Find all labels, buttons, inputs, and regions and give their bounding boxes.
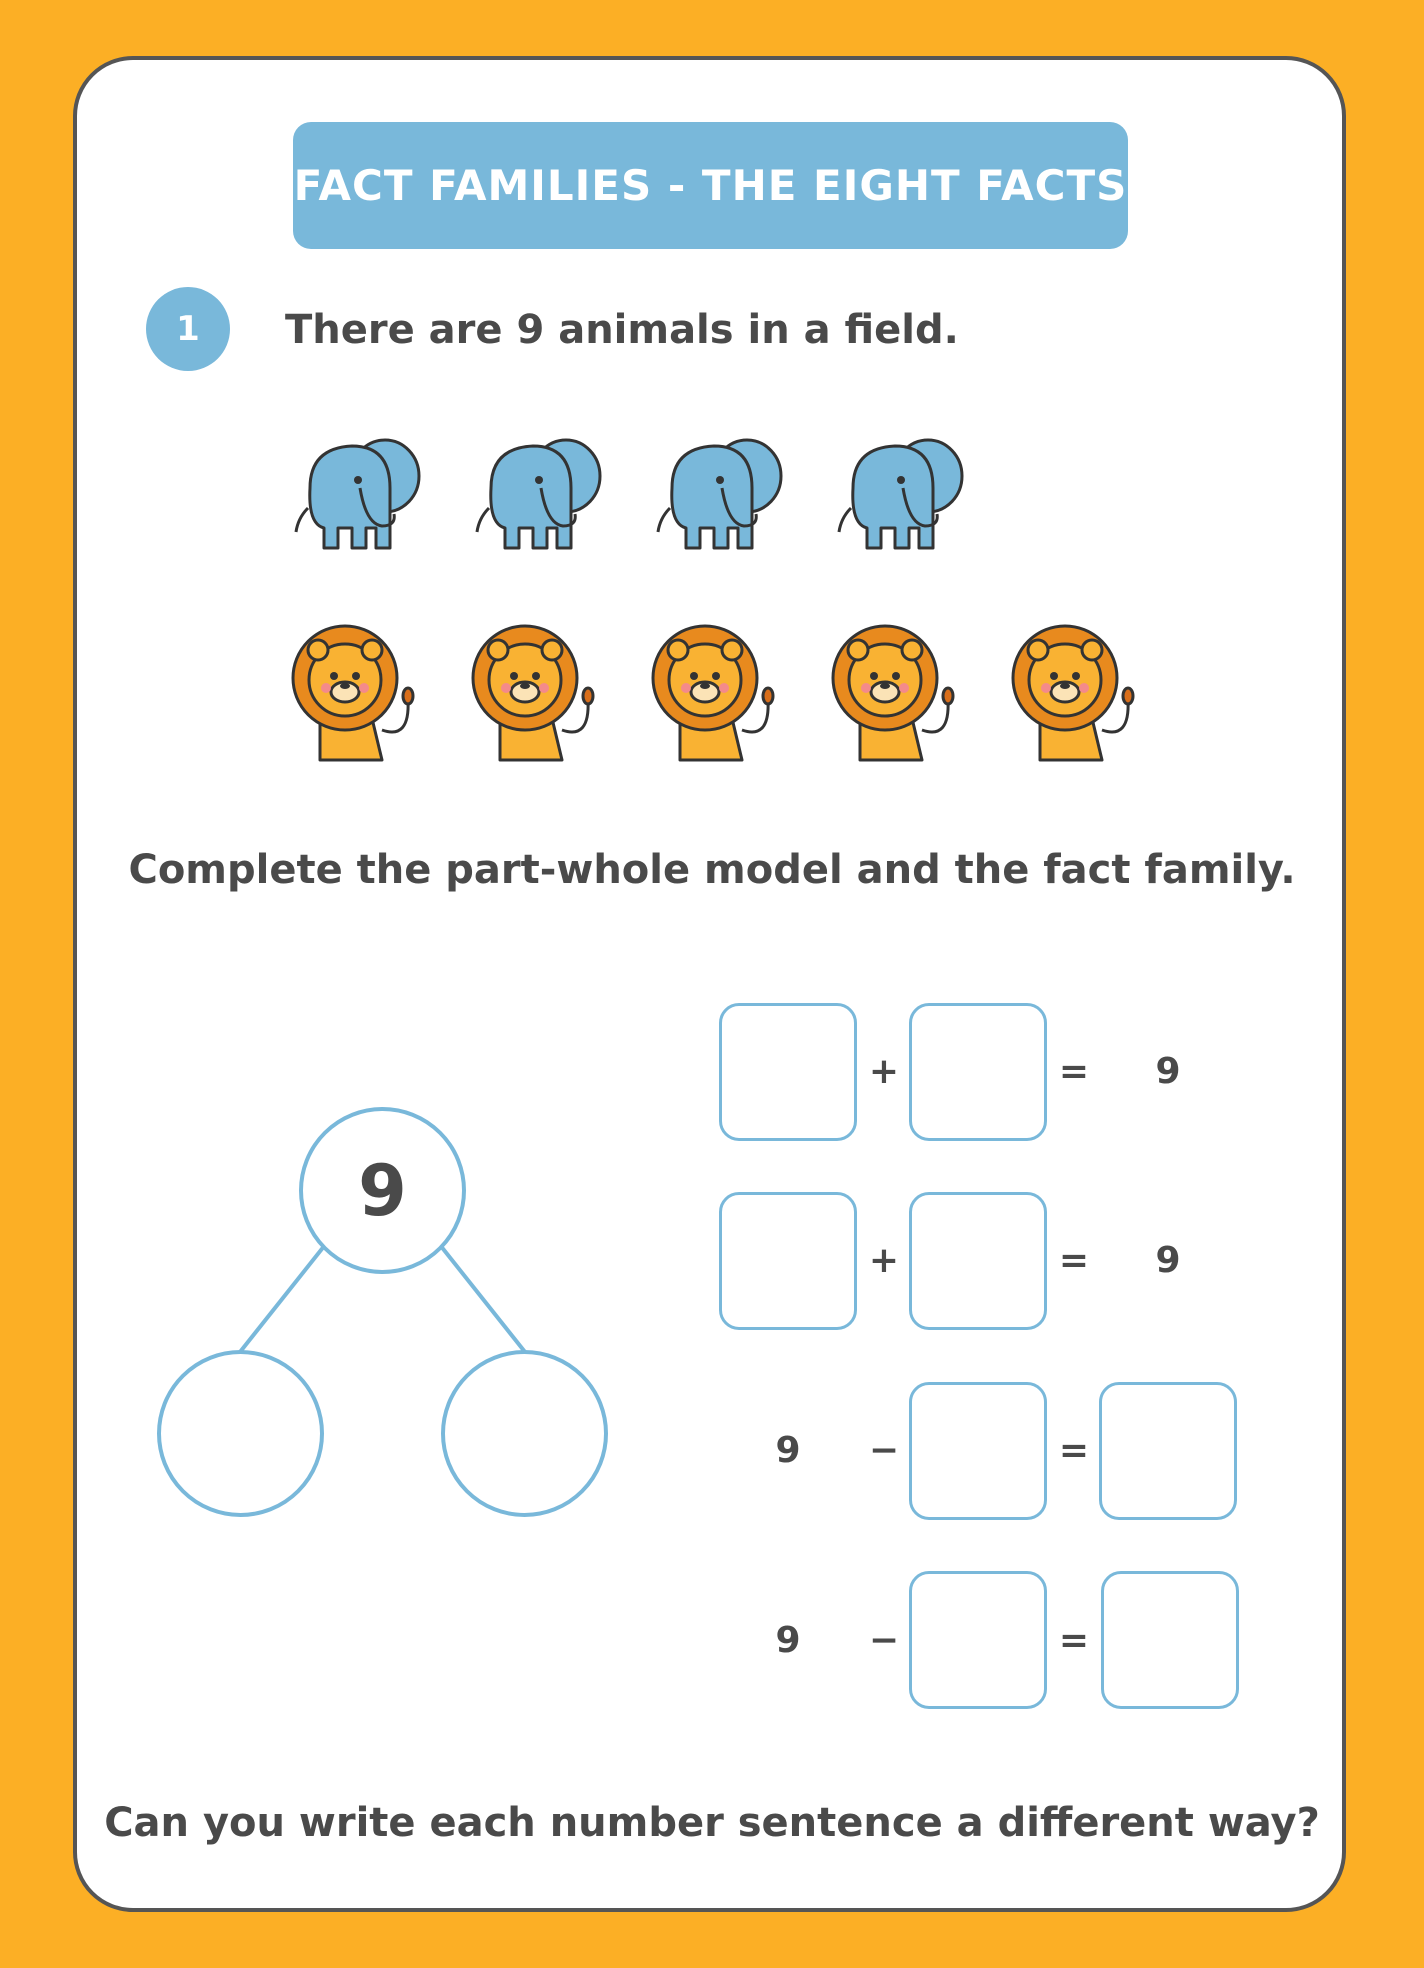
result-value: 9: [1155, 1240, 1181, 1281]
connector-left: [240, 1245, 325, 1352]
start-value: 9: [775, 1430, 801, 1471]
equals-sign: =: [1058, 1051, 1090, 1092]
part-whole-whole-circle: 9: [299, 1107, 466, 1274]
plus-sign: +: [868, 1051, 900, 1092]
answer-box-r4-a[interactable]: [909, 1571, 1047, 1709]
question-text: There are 9 animals in a field.: [285, 307, 959, 353]
closing-prompt: Can you write each number sentence a different way?: [104, 1800, 1320, 1846]
question-number-badge: 1: [146, 287, 230, 371]
result-value: 9: [1155, 1051, 1181, 1092]
part-whole-part-right[interactable]: [441, 1350, 608, 1517]
answer-box-r2-a[interactable]: [719, 1192, 857, 1330]
answer-box-r1-b[interactable]: [909, 1003, 1047, 1141]
part-whole-part-left[interactable]: [157, 1350, 324, 1517]
answer-box-r3-a[interactable]: [909, 1382, 1047, 1520]
minus-sign: −: [868, 1430, 900, 1471]
plus-sign: +: [868, 1240, 900, 1281]
connector-right: [440, 1245, 525, 1352]
equals-sign: =: [1058, 1620, 1090, 1661]
start-value: 9: [775, 1620, 801, 1661]
equals-sign: =: [1058, 1240, 1090, 1281]
answer-box-r1-a[interactable]: [719, 1003, 857, 1141]
minus-sign: −: [868, 1620, 900, 1661]
instruction-text: Complete the part-whole model and the fact family.: [128, 847, 1296, 893]
answer-box-r3-b[interactable]: [1099, 1382, 1237, 1520]
answer-box-r2-b[interactable]: [909, 1192, 1047, 1330]
worksheet-title: FACT FAMILIES - THE EIGHT FACTS: [293, 122, 1128, 249]
answer-box-r4-b[interactable]: [1101, 1571, 1239, 1709]
equals-sign: =: [1058, 1430, 1090, 1471]
